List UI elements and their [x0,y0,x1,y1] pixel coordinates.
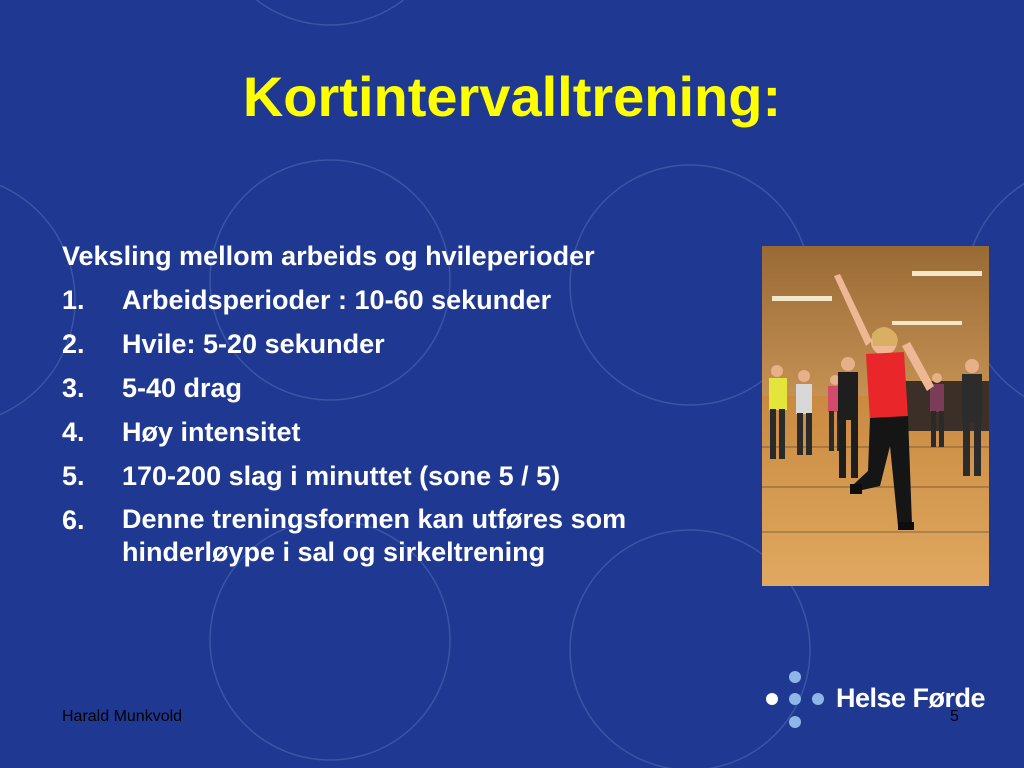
numbered-list [62,278,762,575]
list-text: Høy intensitet [122,417,301,447]
list-item [62,454,762,498]
list-item [62,498,762,575]
list-number: 1. [62,285,85,315]
page-number: 5 [950,708,959,725]
list-number: 3. [62,373,85,403]
intro-text: Veksling mellom arbeids og hvileperioder [62,241,595,271]
list-text: Arbeidsperioder : 10-60 sekunder [122,285,552,315]
list-number: 6. [62,505,85,535]
list-item [62,322,762,366]
list-item [62,410,762,454]
footer-author: Harald Munkvold [62,708,183,725]
list-item [62,278,762,322]
slide-title: Kortintervalltrening: [242,65,782,128]
list-number: 2. [62,329,85,359]
list-text: 5-40 drag [122,373,243,403]
aerobics-class-photo [762,246,989,586]
logo-text: Helse Førde [836,683,986,713]
list-number: 4. [62,417,85,447]
list-number: 5. [62,461,85,491]
list-text: Denne treningsformen kan utføres som hinderløype i sal og sirkeltrening [122,504,627,567]
list-item [62,366,762,410]
list-text: 170-200 slag i minuttet (sone 5 / 5) [122,461,561,491]
slide-body [62,234,762,575]
list-text: Hvile: 5-20 sekunder [122,329,385,359]
